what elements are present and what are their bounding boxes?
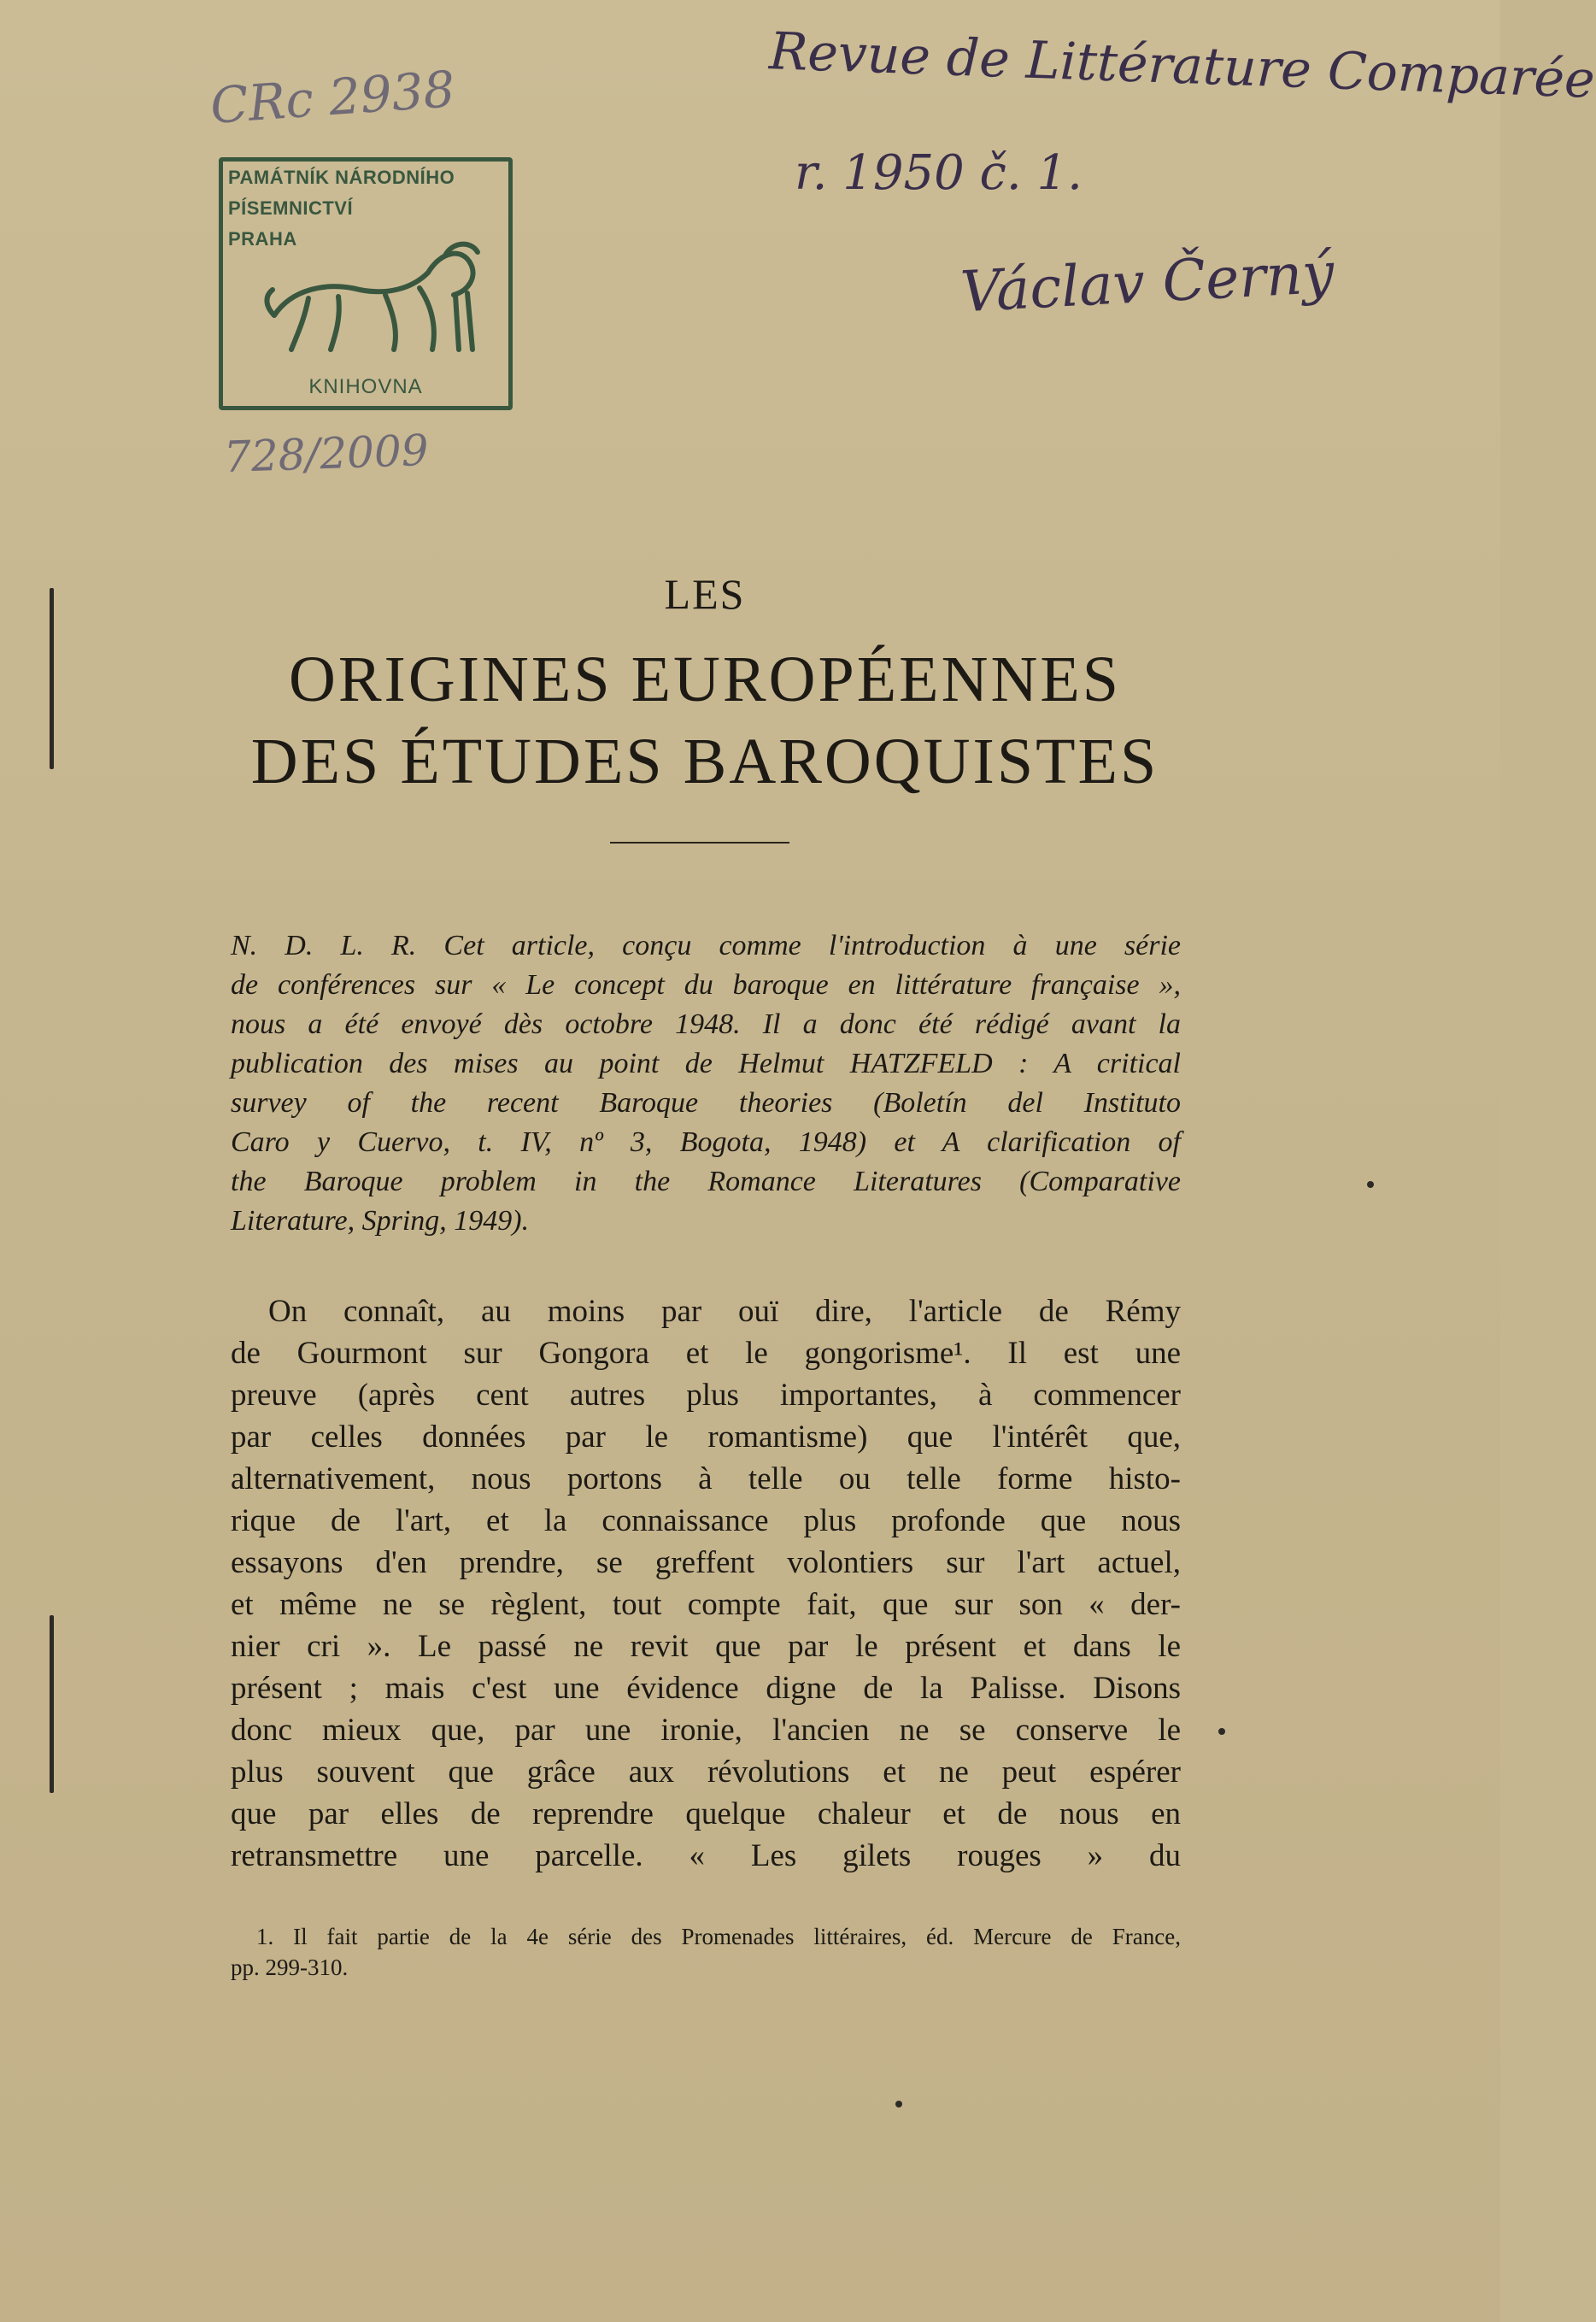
body-line: essayons d'en prendre, se greffent volontiers sur l'art actuel, [231, 1545, 1181, 1580]
title-rule [610, 842, 789, 844]
body-line: par celles données par le romantisme) que l'intérêt que, [231, 1420, 1181, 1455]
body-line: preuve (après cent autres plus importantes, à commencer [231, 1378, 1181, 1413]
editorial-note [231, 926, 1181, 1241]
body-line: présent ; mais c'est une évidence digne de la Palisse. Disons [231, 1671, 1181, 1706]
title-line-3: DES ÉTUDES BAROQUISTES [250, 726, 1159, 797]
body-line: alternativement, nous portons à telle ou telle forme histo- [231, 1461, 1181, 1496]
title-line-1: LES [664, 570, 746, 618]
speck [1218, 1728, 1225, 1735]
footnote [231, 1921, 1181, 1983]
journal-annotation: Revue de Littérature Comparée [768, 21, 1596, 110]
stamp-line-2: PÍSEMNICTVÍ [228, 197, 354, 219]
body-line: On connaît, au moins par ouï dire, l'article de Rémy [268, 1294, 1181, 1329]
stamp-line-3: PRAHA [228, 228, 297, 250]
body-line: donc mieux que, par une ironie, l'ancien ne se conserve le [231, 1713, 1181, 1748]
body-line: retransmettre une parcelle. « Les gilets rouges » du [231, 1838, 1181, 1873]
body-line: et même ne se règlent, tout compte fait, que sur son « der- [231, 1587, 1181, 1622]
speck [1367, 1181, 1374, 1188]
shelfmark-annotation: CRc 2938 [208, 60, 457, 135]
author-annotation: Václav Černý [959, 239, 1336, 326]
body-line: de Gourmont sur Gongora et le gongorisme¹. Il est une [231, 1336, 1181, 1371]
speck [895, 2101, 902, 2107]
margin-bar-bottom [50, 1615, 54, 1793]
note-line: publication des mises au point de Helmut HATZFELD : A critical [231, 1048, 1181, 1079]
footnote-line: pp. 299-310. [231, 1955, 349, 1980]
library-stamp [219, 157, 513, 410]
inventory-annotation: 728/2009 [223, 425, 430, 483]
body-line: rique de l'art, et la connaissance plus profonde que nous [231, 1503, 1181, 1538]
body-text [231, 1290, 1181, 1877]
issue-annotation: r. 1950 č. 1. [795, 145, 1083, 201]
note-line: N. D. L. R. Cet article, conçu comme l'introduction à une série [231, 930, 1181, 961]
body-line: plus souvent que grâce aux révolutions et ne peut espérer [231, 1755, 1181, 1790]
title-line-2: ORIGINES EUROPÉENNES [288, 644, 1122, 715]
footnote-line: 1. Il fait partie de la 4e série des Promenades littéraires, éd. Mercure de France, [256, 1924, 1181, 1949]
note-line: the Baroque problem in the Romance Literatures (Comparative [231, 1166, 1181, 1197]
note-line: survey of the recent Baroque theories (Boletín del Instituto [231, 1087, 1181, 1119]
note-line: Caro y Cuervo, t. IV, nº 3, Bogota, 1948) et A clarification of [231, 1126, 1181, 1158]
note-line: nous a été envoyé dès octobre 1948. Il a donc été rédigé avant la [231, 1008, 1181, 1040]
body-line: que par elles de reprendre quelque chaleur et de nous en [231, 1796, 1181, 1831]
stamp-bottom-label: KNIHOVNA [308, 375, 423, 398]
note-line: de conférences sur « Le concept du baroque en littérature française », [231, 969, 1181, 1001]
note-line: Literature, Spring, 1949). [231, 1205, 530, 1237]
stamp-line-1: PAMÁTNÍK NÁRODNÍHO [228, 167, 455, 188]
body-line: nier cri ». Le passé ne revit que par le présent et dans le [231, 1629, 1181, 1664]
lion-emblem-icon [257, 221, 488, 358]
